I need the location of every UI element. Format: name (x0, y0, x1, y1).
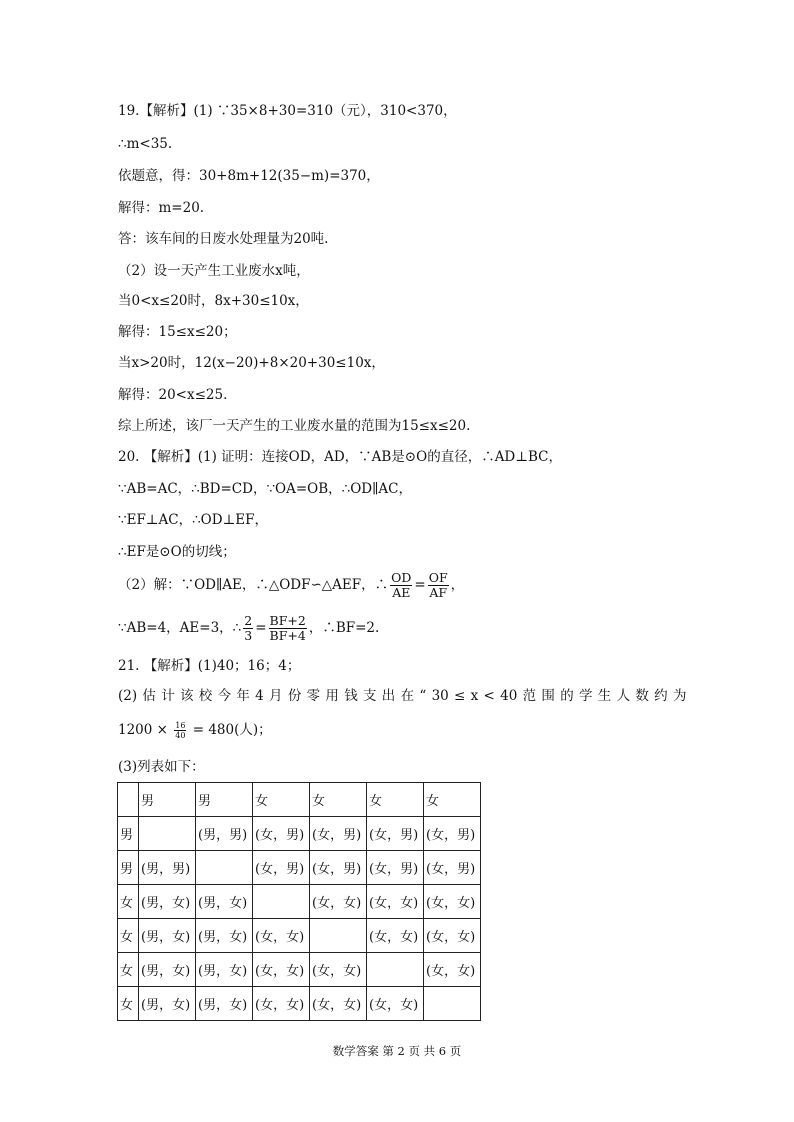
table-cell (367, 953, 424, 987)
fraction-of-af (428, 571, 449, 600)
fraction-od-ae (390, 571, 412, 600)
table-cell: (女，男) (424, 851, 481, 885)
q20-line-6 (118, 610, 379, 646)
fraction-denominator: 3 (244, 628, 253, 643)
table-cell: (男，女) (196, 953, 253, 987)
table-cell: 男 (118, 851, 139, 885)
q19-line-6: （2）设一天产生工业废水x吨， (118, 263, 310, 279)
fraction-numerator: 16 (175, 721, 186, 730)
equals-sign: = (414, 577, 426, 593)
table-cell: (男，女) (196, 919, 253, 953)
outcome-table (117, 782, 481, 1021)
q19-line-11: 综上所述，该厂一天产生的工业废水量的范围为15≤x≤20. (118, 418, 471, 434)
table-cell: (女，男) (424, 817, 481, 851)
fraction-numerator: 2 (244, 613, 253, 628)
table-cell: 女 (118, 885, 139, 919)
table-cell: 女 (310, 783, 367, 817)
table-cell: (女，女) (310, 953, 367, 987)
table-header-row (118, 783, 481, 817)
table-row (118, 885, 481, 919)
table-row (118, 919, 481, 953)
q21-line-1: 21. 【解析】(1)40；16；4； (118, 658, 301, 674)
q20-line-6-text: ∵AB=4，AE=3，∴ (118, 620, 242, 636)
table-cell: (女，女) (253, 919, 310, 953)
table-cell: 男 (118, 817, 139, 851)
q21-line-4: (3)列表如下： (118, 759, 205, 775)
table-cell: 男 (196, 783, 253, 817)
table-cell: 女 (118, 953, 139, 987)
q20-line-3: ∵EF⊥AC，∴OD⊥EF， (118, 512, 268, 528)
q20-line-6-end: ，∴BF=2. (308, 620, 380, 636)
q20-line-5-end: ， (450, 577, 465, 593)
q19-line-10: 解得：20<x≤25. (118, 387, 228, 403)
table-cell (310, 919, 367, 953)
table-cell: (男，男) (196, 817, 253, 851)
fraction-numerator: OF (428, 570, 448, 585)
page-footer: 数学答案 第 2 页 共 6 页 (332, 1044, 462, 1058)
q21-line-3-text: 1200 × (118, 722, 173, 738)
table-cell (196, 851, 253, 885)
fraction-numerator: BF+2 (269, 613, 306, 628)
q19-line-5: 答：该车间的日废水处理量为20吨. (118, 231, 329, 247)
table-cell: (男，女) (139, 953, 196, 987)
fraction-16-40 (174, 721, 186, 740)
table-cell: 女 (367, 783, 424, 817)
q19-line-2: ∴m<35. (118, 136, 173, 152)
table-cell: (女，男) (253, 851, 310, 885)
q19-line-7: 当0<x≤20时，8x+30≤10x， (118, 293, 309, 309)
table-cell: (男，女) (196, 987, 253, 1021)
table-cell: 女 (253, 783, 310, 817)
table-cell: (女，女) (253, 987, 310, 1021)
table-cell: (男，女) (139, 987, 196, 1021)
table-cell: (女，女) (310, 987, 367, 1021)
table-row (118, 817, 481, 851)
table-cell (253, 885, 310, 919)
table-row (118, 987, 481, 1021)
table-cell: 女 (118, 987, 139, 1021)
table-cell: (女，女) (310, 885, 367, 919)
table-cell: (女，女) (253, 953, 310, 987)
table-cell: (女，男) (367, 851, 424, 885)
table-row (118, 953, 481, 987)
table-cell: (女，女) (424, 885, 481, 919)
table-cell: (女，男) (310, 851, 367, 885)
table-cell: (女，男) (253, 817, 310, 851)
table-cell (424, 987, 481, 1021)
q19-line-9: 当x>20时，12(x−20)+8×20+30≤10x， (118, 355, 385, 371)
table-cell: (男，女) (139, 919, 196, 953)
table-cell (139, 817, 196, 851)
q20-line-4: ∴EF是⊙O的切线； (118, 544, 236, 560)
q19-line-1: 19.【解析】(1) ∵35×8+30=310（元），310<370， (118, 103, 457, 119)
table-cell: 女 (424, 783, 481, 817)
q21-line-3 (118, 712, 272, 748)
q21-line-3-end: = 480(人)； (188, 722, 272, 738)
q20-line-1: 20. 【解析】(1) 证明：连接OD，AD，∵AB是⊙O的直径，∴AD⊥BC， (118, 449, 562, 465)
q20-line-5 (118, 567, 464, 603)
table-cell (118, 783, 139, 817)
fraction-denominator: AE (392, 585, 411, 600)
fraction-denominator: AF (429, 585, 448, 600)
q19-line-8: 解得：15≤x≤20； (118, 324, 237, 340)
equals-sign: = (255, 620, 267, 636)
q19-line-3: 依题意，得：30+8m+12(35−m)=370， (118, 168, 380, 184)
table-row (118, 851, 481, 885)
q20-line-5-text: （2）解：∵OD∥AE，∴△ODF∽△AEF，∴ (118, 577, 389, 593)
fraction-denominator: BF+4 (269, 628, 306, 643)
fraction-numerator: OD (391, 570, 412, 585)
q19-line-4: 解得：m=20. (118, 200, 205, 216)
table-cell: (男，女) (139, 885, 196, 919)
q20-line-2: ∵AB=AC，∴BD=CD，∵OA=OB，∴OD∥AC， (118, 481, 412, 497)
table-cell: (女，女) (367, 919, 424, 953)
q21-line-2: (2) 估 计 该 校 今 年 4 月 份 零 用 钱 支 出 在 “ 30 ≤ x < 40 范 围 的 学 生 人 数 约 为 (118, 688, 687, 704)
table-cell: (女，男) (367, 817, 424, 851)
table-cell: (女，男) (310, 817, 367, 851)
table-cell: (女，女) (367, 987, 424, 1021)
table-cell: 女 (118, 919, 139, 953)
table-cell: (女，女) (367, 885, 424, 919)
table-cell: 男 (139, 783, 196, 817)
fraction-bf (269, 614, 307, 643)
table-cell: (女，女) (424, 953, 481, 987)
fraction-2-3 (243, 614, 253, 643)
table-cell: (男，女) (196, 885, 253, 919)
fraction-denominator: 40 (175, 731, 186, 740)
table-cell: (女，女) (424, 919, 481, 953)
table-cell: (男，男) (139, 851, 196, 885)
